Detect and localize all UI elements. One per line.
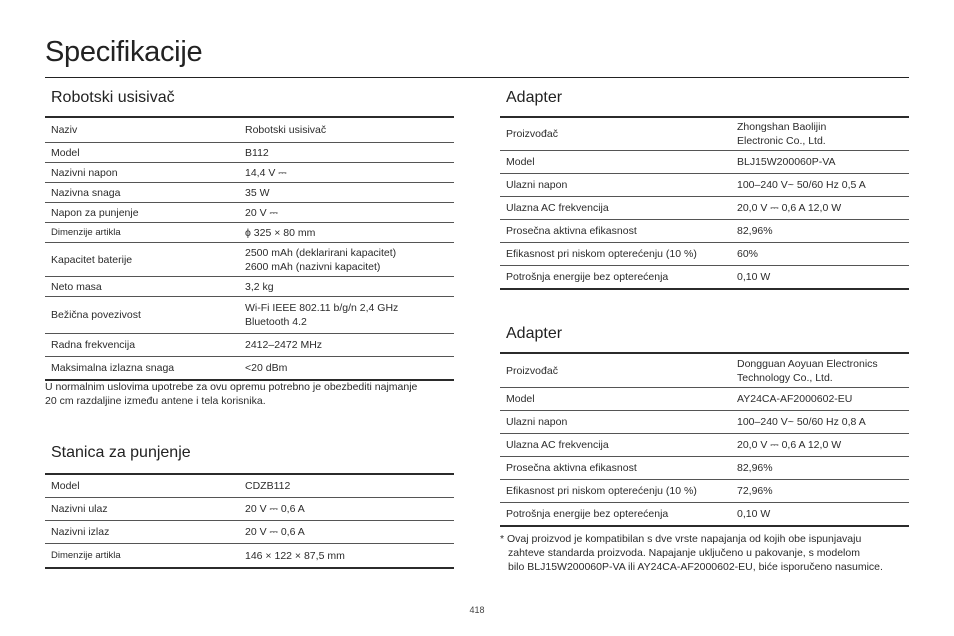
- spec-label: Potrošnja energije bez opterećenja: [506, 271, 669, 283]
- note-line: 20 cm razdaljine između antene i tela korisnika.: [45, 395, 266, 407]
- spec-label: Nazivni napon: [51, 166, 118, 179]
- spec-value: [245, 361, 287, 375]
- spec-value: [245, 479, 290, 493]
- adapter-2-spec-table: [500, 352, 909, 527]
- page-title: Specifikacije: [45, 36, 203, 68]
- spec-row: [45, 475, 454, 498]
- spec-label: Ulazna AC frekvencija: [506, 202, 609, 214]
- spec-value: [737, 461, 773, 475]
- spec-row: [500, 411, 909, 434]
- spec-row: [45, 143, 454, 163]
- spec-label: Ulazni napon: [506, 416, 568, 428]
- power-supply-footnote: [500, 532, 920, 574]
- spec-value: [737, 201, 841, 215]
- spec-row: [500, 457, 909, 480]
- spec-label: Model: [51, 480, 80, 492]
- spec-value-line: <20 dBm: [245, 362, 288, 374]
- title-divider: [45, 77, 909, 78]
- spec-value: [737, 507, 770, 521]
- spec-label: Potrošnja energije bez opterećenja: [506, 508, 669, 520]
- spec-row: [500, 118, 909, 151]
- spec-value: [737, 247, 758, 261]
- spec-value: [737, 392, 852, 406]
- spec-value-line: 3,2 kg: [245, 280, 274, 293]
- spec-label: Proizvođač: [506, 128, 558, 140]
- spec-label: Ulazna AC frekvencija: [506, 439, 609, 451]
- spec-value: [245, 280, 274, 294]
- spec-label: Nazivni izlaz: [51, 526, 110, 538]
- spec-value: [737, 438, 841, 452]
- adapter-1-heading: Adapter: [506, 89, 563, 106]
- robot-vacuum-spec-table: [45, 116, 454, 381]
- spec-row: [500, 388, 909, 411]
- spec-value-line: Zhongshan Baolijin: [737, 121, 827, 133]
- spec-value: [245, 123, 326, 137]
- spec-value-line: 20 V ⎓ 0,6 A: [245, 526, 305, 538]
- spec-value: [245, 502, 305, 516]
- charging-station-spec-table: [45, 473, 454, 569]
- spec-row: [45, 183, 454, 203]
- spec-value-line: 2500 mAh (deklarirani kapacitet): [245, 246, 397, 259]
- spec-value-line: Wi-Fi IEEE 802.11 b/g/n 2,4 GHz: [245, 302, 399, 314]
- spec-value-line: 35 W: [245, 186, 270, 199]
- spec-label: Naziv: [51, 124, 78, 136]
- spec-value-line: CDZB112: [245, 480, 291, 492]
- antenna-distance-note: [45, 380, 465, 408]
- spec-label: Neto masa: [51, 280, 102, 293]
- spec-label: Efikasnost pri niskom opterećenju (10 %): [506, 248, 697, 260]
- spec-row: [45, 243, 454, 277]
- spec-label: Maksimalna izlazna snaga: [51, 362, 175, 374]
- spec-value: [245, 338, 322, 352]
- spec-value: [737, 155, 835, 169]
- spec-value-line: 82,96%: [737, 462, 773, 474]
- spec-value: [737, 415, 866, 429]
- spec-row: [45, 223, 454, 243]
- spec-value: [737, 224, 773, 238]
- spec-label: Dimenzije artikla: [51, 226, 121, 238]
- spec-row: [45, 277, 454, 297]
- spec-row: [500, 354, 909, 388]
- note-line: U normalnim uslovima upotrebe za ovu opremu potrebno je obezbediti najmanje: [45, 381, 418, 393]
- spec-row: [45, 297, 454, 334]
- spec-value: [737, 357, 878, 385]
- spec-value-line: 20,0 V ⎓ 0,6 A 12,0 W: [737, 202, 842, 214]
- spec-value-line: 82,96%: [737, 225, 773, 237]
- spec-value-line: BLJ15W200060P-VA: [737, 156, 836, 168]
- spec-value-line: Bluetooth 4.2: [245, 316, 307, 328]
- spec-row: [45, 498, 454, 521]
- spec-label: Model: [506, 156, 535, 168]
- robot-vacuum-heading: Robotski usisivač: [51, 89, 175, 106]
- spec-label: Proizvođač: [506, 364, 558, 377]
- spec-row: [500, 220, 909, 243]
- charging-station-heading: Stanica za punjenje: [51, 444, 191, 461]
- spec-label: Prosečna aktivna efikasnost: [506, 225, 637, 237]
- spec-label: Bežična povezivost: [51, 309, 141, 321]
- spec-row: [500, 174, 909, 197]
- spec-label: Efikasnost pri niskom opterećenju (10 %): [506, 485, 697, 497]
- spec-label: Model: [506, 393, 535, 405]
- spec-row: [500, 243, 909, 266]
- adapter-1-spec-table: [500, 116, 909, 290]
- spec-row: [45, 203, 454, 223]
- spec-value: [245, 549, 345, 563]
- spec-row: [45, 334, 454, 357]
- page-number: 418: [469, 605, 485, 615]
- footnote-line: * Ovaj proizvod je kompatibilan s dve vrste napajanja od kojih obe ispunjavaju: [500, 533, 862, 545]
- spec-value-line: 0,10 W: [737, 508, 771, 520]
- spec-value-line: 2600 mAh (nazivni kapacitet): [245, 260, 381, 273]
- spec-value-line: Dongguan Aoyuan Electronics: [737, 357, 878, 370]
- spec-row: [45, 118, 454, 143]
- spec-value-line: ϕ 325 × 80 mm: [245, 226, 316, 239]
- spec-value: [737, 178, 866, 192]
- spec-value-line: B112: [245, 146, 269, 159]
- spec-label: Radna frekvencija: [51, 339, 136, 351]
- spec-value-line: 20 V ⎓: [245, 206, 278, 219]
- adapter-1-section: [500, 86, 909, 290]
- spec-value: [245, 146, 269, 160]
- spec-label: Dimenzije artikla: [51, 549, 121, 561]
- spec-label: Napon za punjenje: [51, 206, 139, 219]
- spec-value: [737, 270, 770, 284]
- spec-value: [245, 186, 270, 200]
- adapter-2-heading: Adapter: [506, 325, 563, 342]
- spec-value-line: 2412–2472 MHz: [245, 339, 323, 351]
- spec-row: [500, 434, 909, 457]
- footnote-line: bilo BLJ15W200060P-VA ili AY24CA-AF2000602-EU, biće isporučeno nasumice.: [508, 561, 883, 573]
- footnote-line: zahteve standarda proizvoda. Napajanje uključeno u pakovanje, s modelom: [508, 547, 860, 559]
- spec-value-line: 72,96%: [737, 485, 773, 497]
- spec-value-line: 146 × 122 × 87,5 mm: [245, 549, 345, 562]
- spec-value: [245, 166, 287, 180]
- spec-value-line: 100–240 V~ 50/60 Hz 0,5 A: [737, 179, 866, 191]
- spec-value-line: 14,4 V ⎓: [245, 166, 287, 179]
- spec-row: [45, 521, 454, 544]
- spec-value-line: 0,10 W: [737, 271, 771, 283]
- spec-value-line: 20,0 V ⎓ 0,6 A 12,0 W: [737, 439, 842, 451]
- spec-row: [500, 503, 909, 525]
- adapter-2-section: [500, 322, 909, 527]
- spec-label: Model: [51, 146, 80, 159]
- spec-row: [45, 544, 454, 567]
- spec-value-line: Technology Co., Ltd.: [737, 371, 833, 384]
- spec-value-line: 100–240 V~ 50/60 Hz 0,8 A: [737, 416, 866, 428]
- spec-value: [737, 484, 773, 498]
- spec-label: Prosečna aktivna efikasnost: [506, 462, 637, 474]
- spec-label: Ulazni napon: [506, 179, 568, 191]
- spec-value: [737, 120, 826, 148]
- spec-value-line: Electronic Co., Ltd.: [737, 135, 826, 147]
- spec-value: [245, 226, 315, 240]
- spec-label: Nazivna snaga: [51, 186, 121, 199]
- spec-value-line: 20 V ⎓ 0,6 A: [245, 503, 305, 515]
- spec-value-line: 60%: [737, 248, 759, 260]
- spec-value-line: Robotski usisivač: [245, 124, 327, 136]
- spec-row: [45, 357, 454, 379]
- spec-value: [245, 206, 278, 220]
- spec-value-line: AY24CA-AF2000602-EU: [737, 393, 853, 405]
- robot-vacuum-section: [45, 86, 454, 381]
- spec-value: [245, 246, 396, 274]
- spec-value: [245, 301, 398, 329]
- spec-row: [45, 163, 454, 183]
- spec-row: [500, 151, 909, 174]
- spec-label: Kapacitet baterije: [51, 253, 133, 266]
- charging-station-section: [45, 441, 454, 569]
- spec-row: [500, 197, 909, 220]
- spec-row: [500, 480, 909, 503]
- spec-row: [500, 266, 909, 288]
- spec-label: Nazivni ulaz: [51, 503, 108, 515]
- spec-value: [245, 525, 305, 539]
